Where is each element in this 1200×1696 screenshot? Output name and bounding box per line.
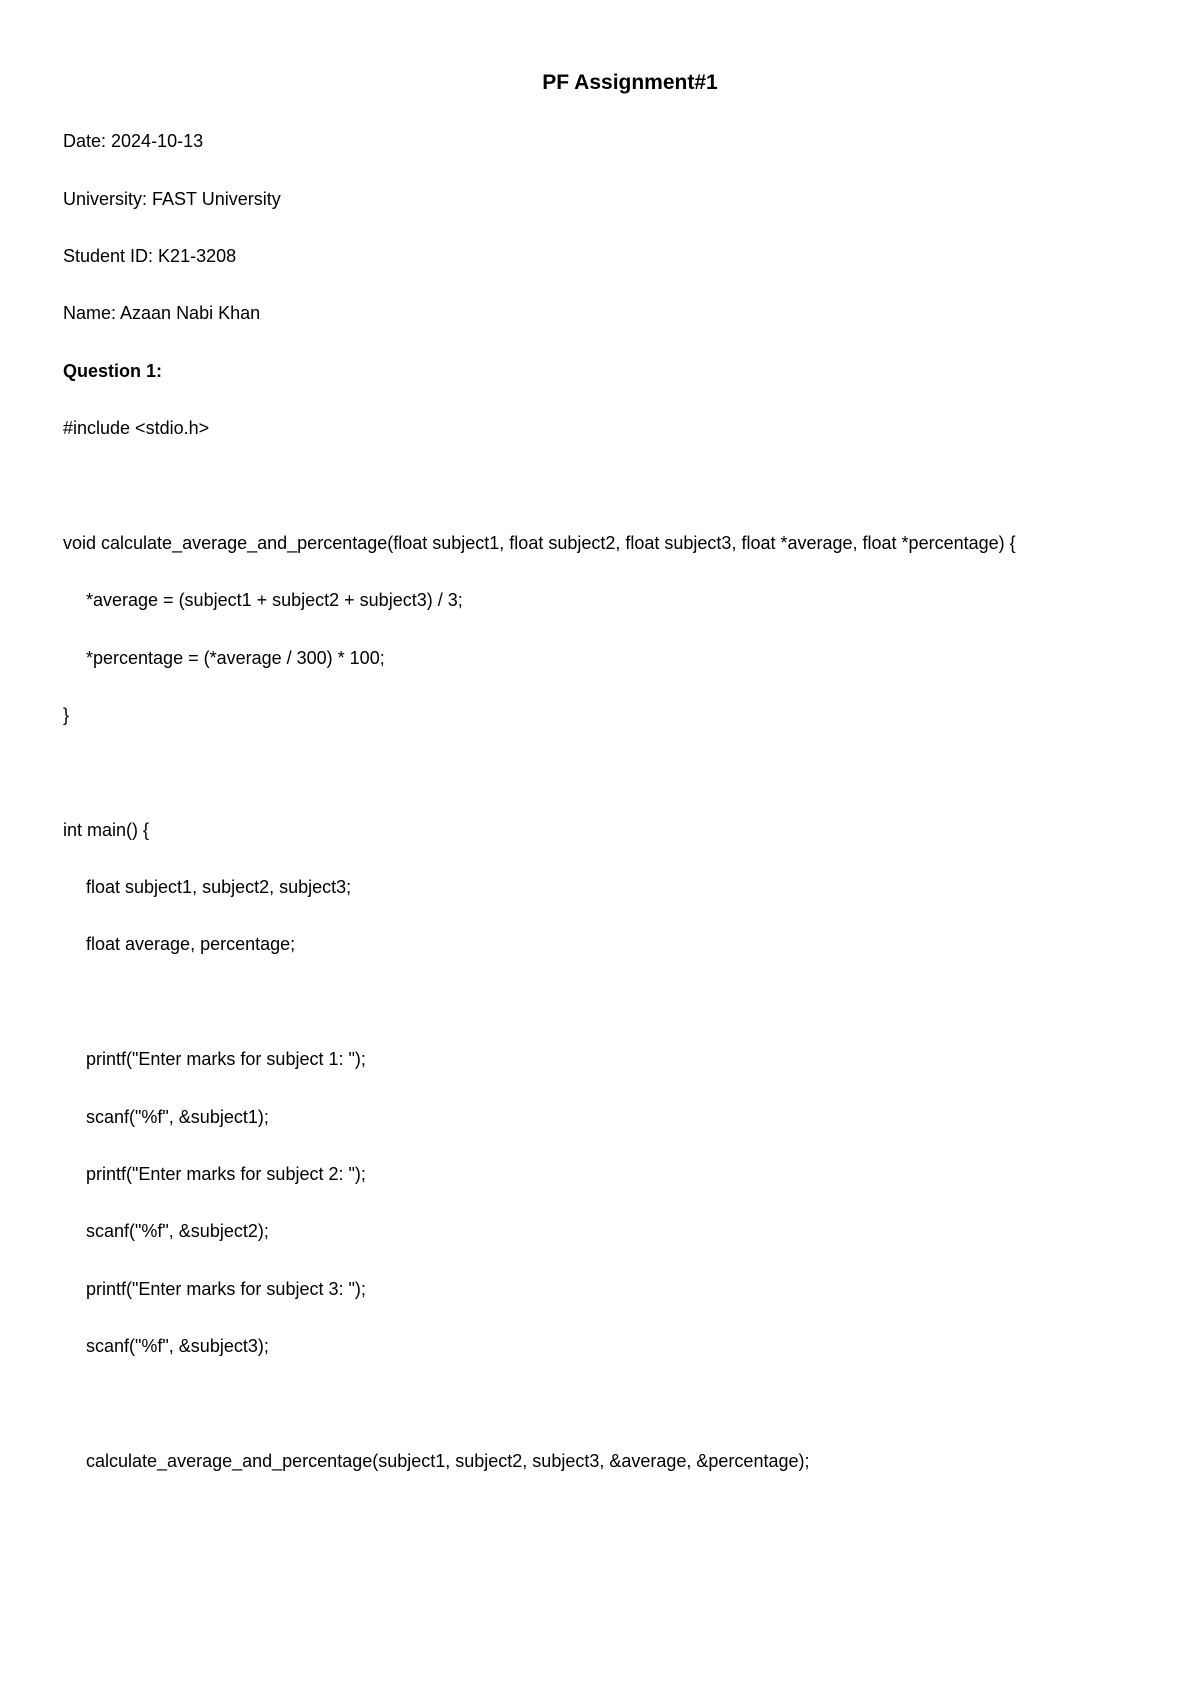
question-heading: Question 1: [63, 361, 163, 381]
code-line-include: #include <stdio.h> [63, 418, 210, 438]
code-line-percentage: *percentage = (*average / 300) * 100; [86, 648, 385, 668]
code-line-decl-results: float average, percentage; [86, 934, 296, 954]
code-line-function-call: calculate_average_and_percentage(subject1, subject2, subject3, &average, &percentage); [86, 1451, 810, 1471]
student-id-line: Student ID: K21-3208 [63, 246, 237, 266]
code-line-scanf-3: scanf("%f", &subject3); [86, 1336, 269, 1356]
document-title: PF Assignment#1 [542, 71, 718, 94]
date-line: Date: 2024-10-13 [63, 131, 204, 151]
code-line-main-signature: int main() { [63, 820, 150, 840]
code-line-printf-3: printf("Enter marks for subject 3: "); [86, 1279, 366, 1299]
code-line-func-close: } [63, 705, 70, 725]
code-line-average: *average = (subject1 + subject2 + subject3) / 3; [86, 590, 463, 610]
code-line-decl-subjects: float subject1, subject2, subject3; [86, 877, 352, 897]
code-line-printf-2: printf("Enter marks for subject 2: "); [86, 1164, 366, 1184]
code-line-scanf-2: scanf("%f", &subject2); [86, 1221, 269, 1241]
university-line: University: FAST University [63, 189, 281, 209]
code-line-func-signature: void calculate_average_and_percentage(float subject1, float subject2, float subject3, float *average, float *percentage) { [63, 533, 1016, 553]
code-line-printf-1: printf("Enter marks for subject 1: "); [86, 1049, 366, 1069]
name-line: Name: Azaan Nabi Khan [63, 303, 261, 323]
code-line-scanf-1: scanf("%f", &subject1); [86, 1107, 269, 1127]
